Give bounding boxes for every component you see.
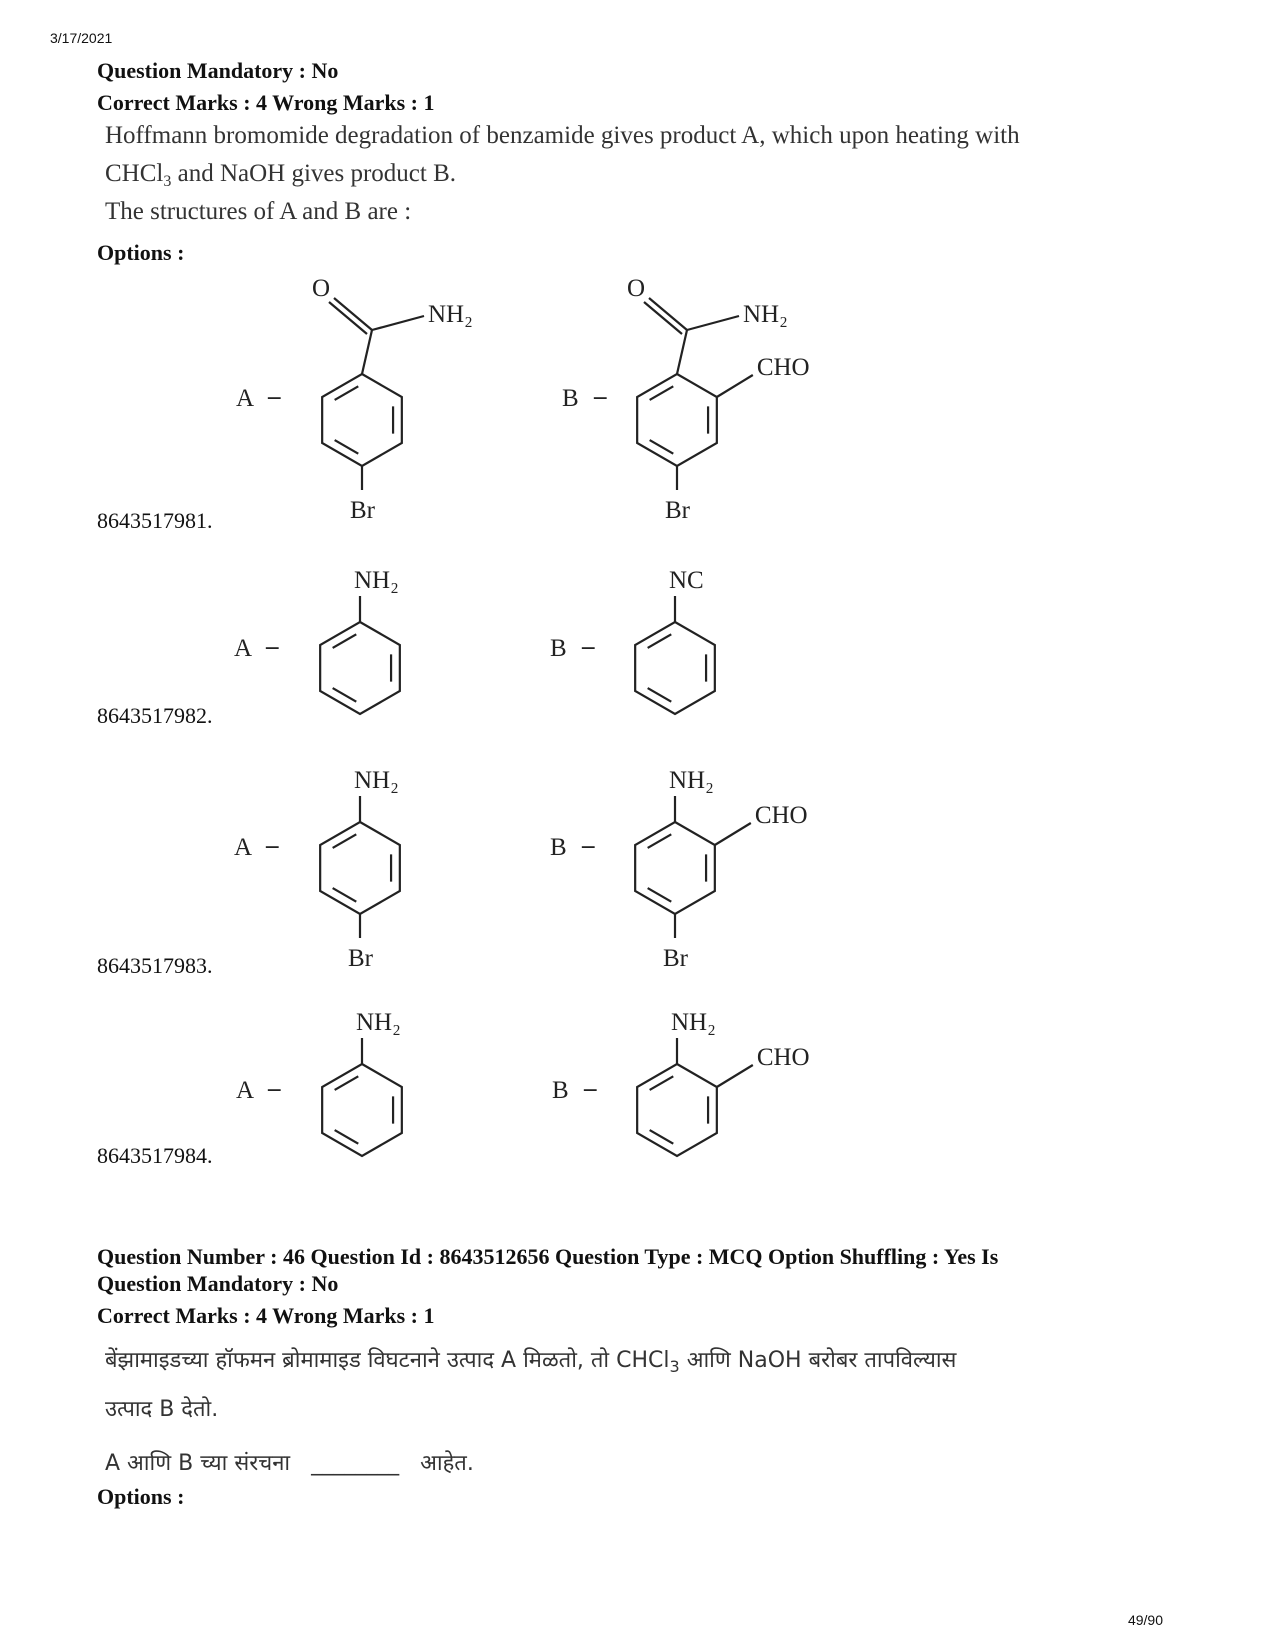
q45-text-line1: Hoffmann bromomide degradation of benzamide gives product A, which upon heating with [105,122,1020,149]
q46-marathi-line3: A आणि B च्या संरचना ________ आहेत. [105,1451,474,1476]
option-1-structure-b-amine-label: NH₂ [743,301,788,328]
option-1-structure-a-bottom-label: Br [350,497,375,524]
option-1-a-label: A [236,385,255,412]
q46-marks: Correct Marks : 4 Wrong Marks : 1 [97,1303,435,1328]
option-1-structure-a-ring [322,374,402,466]
print-date: 3/17/2021 [50,30,113,46]
q45-mandatory: Question Mandatory : No [97,58,339,83]
option-2-a-dash: – [266,633,279,660]
option-3-b-dash: – [582,832,595,859]
q46-marathi-line1: बेंझामाइडच्या हॉफमन ब्रोमामाइड विघटनाने उत्पाद A मिळतो, तो CHCl$_3$ आणि NaOH बरोबर तापविल्यास [105,1348,957,1376]
option-1-structure-b-bond-carbonyl [677,330,687,374]
option-2-structure-b-ring [635,622,715,714]
option-1-structure-a-bond-carbonyl [362,330,372,374]
option-3-structure-a-bottom-label: Br [348,945,373,972]
option-3-structure-b-top-label: NH₂ [669,767,714,794]
option-2-structure-b-top-label: NC [669,567,704,594]
q45-text-line2: CHCl$_3$ and NaOH gives product B. [105,160,457,190]
q46-marathi-line2: उत्पाद B देतो. [105,1397,219,1422]
option-1-structure-b-bottom-label: Br [665,497,690,524]
option-2-b-dash: – [582,633,595,660]
option-4-structure-b-ring [637,1064,717,1156]
option-3-structure-a-top-label: NH₂ [354,767,399,794]
q45-options-label: Options : [97,240,185,265]
option-1-structure-b-bond-co [649,298,687,330]
option-id-2: 8643517982. [97,703,213,728]
option-4-structure-b-bond-side [717,1065,753,1087]
option-3-b-label: B [550,834,567,861]
option-2-b-label: B [550,635,567,662]
option-1-a-dash: – [268,383,281,410]
q46-options-label: Options : [97,1484,185,1509]
option-1-b-label: B [562,385,579,412]
option-1-structure-a-bond-cn [372,316,424,330]
option-1-structure-b-bond-co2 [644,302,682,334]
option-1-structure-a-amine-label: NH₂ [428,301,473,328]
option-2-structure-a-ring [320,622,400,714]
option-3-structure-b-bond-side [715,823,751,845]
option-3-structure-b-bottom-label: Br [663,945,688,972]
option-1-structure-a-bond-co [334,298,372,330]
option-1-structure-a-bond-co2 [329,302,367,334]
option-id-1: 8643517981. [97,508,213,533]
option-2-a-label: A [234,635,253,662]
q45-marks: Correct Marks : 4 Wrong Marks : 1 [97,90,435,115]
option-3-structure-a-ring [320,822,400,914]
q46-header-line2: Question Mandatory : No [97,1271,339,1296]
option-id-4: 8643517984. [97,1143,213,1168]
option-id-3: 8643517983. [97,953,213,978]
option-3-a-label: A [234,834,253,861]
option-1-structure-b-bond-side [717,375,753,397]
option-4-b-dash: – [584,1075,597,1102]
option-4-structure-b-top-label: NH₂ [671,1009,716,1036]
q46-header-line1: Question Number : 46 Question Id : 8643512656 Question Type : MCQ Option Shuffling : Yes Is [97,1244,999,1269]
page-number: 49/90 [1127,1612,1163,1628]
option-4-structure-b-side-label: CHO [756,1044,810,1071]
option-1-b-dash: – [594,383,607,410]
option-1-structure-b-bond-cn [687,316,739,330]
option-1-structure-b-ring [637,374,717,466]
option-1-structure-b-side-label: CHO [756,354,810,381]
option-4-b-label: B [552,1077,569,1104]
option-4-a-label: A [236,1077,255,1104]
q45-text-line3: The structures of A and B are : [105,198,412,225]
option-1-structure-a-oxygen-label: O [312,275,331,302]
option-2-structure-a-top-label: NH₂ [354,567,399,594]
option-3-structure-b-ring [635,822,715,914]
option-4-structure-a-top-label: NH₂ [356,1009,401,1036]
option-3-a-dash: – [266,832,279,859]
option-4-a-dash: – [268,1075,281,1102]
option-4-structure-a-ring [322,1064,402,1156]
option-3-structure-b-side-label: CHO [754,802,808,829]
option-1-structure-b-oxygen-label: O [627,275,646,302]
